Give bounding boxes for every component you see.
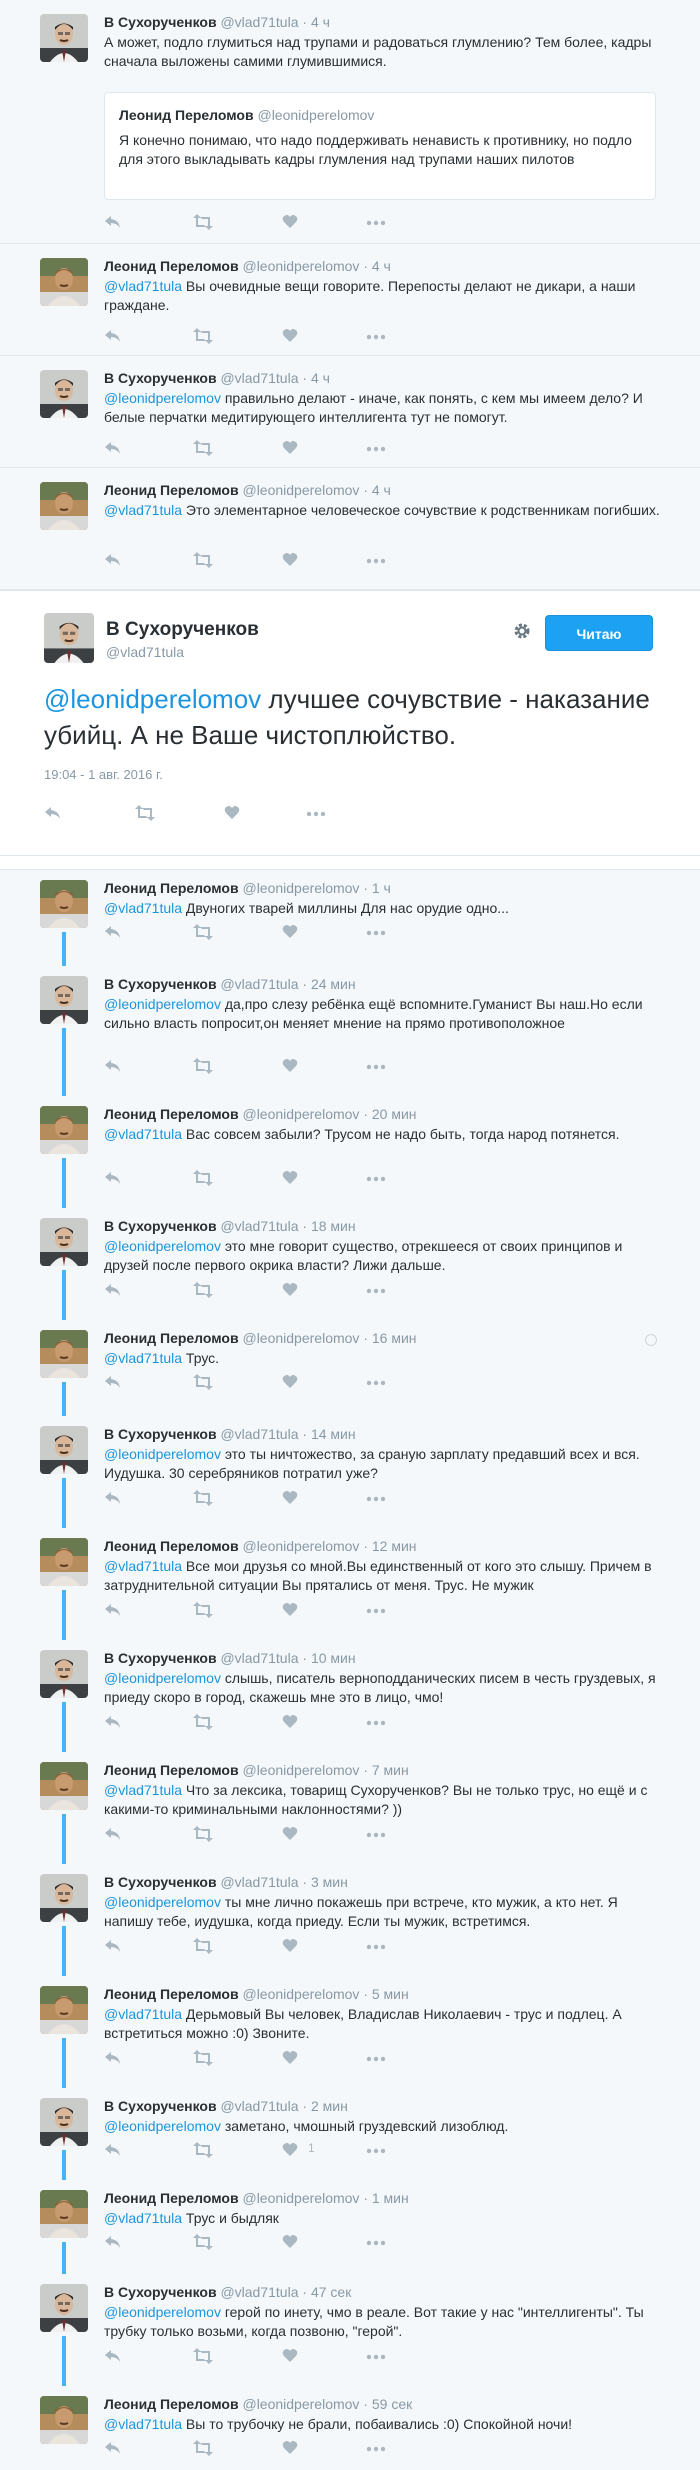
tweet-time[interactable]: · 1 мин — [363, 2190, 409, 2206]
heart-icon[interactable] — [282, 328, 298, 348]
tweet-header — [104, 14, 330, 30]
heart-icon[interactable] — [282, 1058, 298, 1078]
heart-icon[interactable] — [282, 1938, 298, 1958]
author-name[interactable]: В Сухорученков — [104, 370, 217, 386]
tweet-actions — [104, 2140, 444, 2160]
avatar[interactable] — [40, 2284, 88, 2332]
author-handle[interactable]: @vlad71tula — [220, 2098, 299, 2114]
tweet-header — [104, 1426, 356, 1442]
quote-text: Я конечно понимаю, что надо поддерживать ненависть к противнику, но подло для этого выкладывать кадры глумления над трупами наших пилотов — [119, 132, 632, 167]
author-name[interactable]: В Сухорученков — [104, 2098, 217, 2114]
tweet-actions — [104, 1936, 444, 1956]
mention-link[interactable]: @leonidperelomov — [104, 390, 221, 406]
tweet[interactable] — [0, 1416, 700, 1528]
heart-icon[interactable] — [224, 805, 240, 825]
heart-icon[interactable] — [282, 2348, 298, 2368]
gear-icon[interactable] — [512, 621, 532, 646]
tweet-body: Вы очевидные вещи говорите. Перепосты делают не дикари, а наши граждане. — [104, 278, 636, 313]
more-icon[interactable] — [366, 1608, 386, 1628]
mention-link[interactable]: @leonidperelomov — [104, 1894, 221, 1910]
avatar[interactable] — [40, 2190, 88, 2238]
tweet-body: Это элементарное человеческое сочувствие к родственникам погибших. — [182, 502, 660, 518]
heart-icon[interactable] — [282, 2440, 298, 2460]
dismiss-icon[interactable] — [645, 1334, 657, 1346]
author-handle[interactable]: @leonidperelomov — [242, 482, 360, 498]
tweet-header — [104, 1538, 417, 1554]
tweet[interactable] — [0, 468, 700, 590]
tweet-actions — [104, 438, 444, 458]
tweet-time[interactable]: · 16 мин — [363, 1330, 417, 1346]
retweet-icon[interactable] — [192, 2050, 214, 2070]
reply-icon[interactable] — [104, 552, 122, 572]
author-handle[interactable]: @leonidperelomov — [242, 258, 360, 274]
more-icon[interactable] — [366, 1380, 386, 1400]
author-name[interactable]: В Сухорученков — [104, 14, 217, 30]
reply-icon[interactable] — [104, 924, 122, 944]
tweet-text — [104, 2005, 664, 2043]
retweet-icon[interactable] — [192, 214, 214, 234]
mention-link[interactable]: @leonidperelomov — [104, 996, 221, 1012]
tweet[interactable] — [0, 244, 700, 356]
mention-link[interactable]: @vlad71tula — [104, 2210, 183, 2226]
more-icon[interactable] — [366, 1064, 386, 1084]
reply-icon[interactable] — [44, 805, 62, 825]
heart-icon[interactable] — [282, 1714, 298, 1734]
tweet-text — [104, 1237, 664, 1275]
tweet-time[interactable]: · 4 ч — [302, 370, 330, 386]
tweet[interactable] — [0, 1320, 700, 1416]
reply-icon[interactable] — [104, 1374, 122, 1394]
mention-link[interactable]: @leonidperelomov — [104, 2118, 221, 2134]
mention-link[interactable]: @vlad71tula — [104, 278, 183, 294]
retweet-icon[interactable] — [192, 1058, 214, 1078]
tweet-header — [104, 2284, 351, 2300]
retweet-icon[interactable] — [192, 1374, 214, 1394]
author-name[interactable]: Леонид Переломов — [104, 2190, 239, 2206]
tweet-time[interactable]: · 5 мин — [363, 1986, 409, 2002]
mention-link[interactable]: @leonidperelomov — [44, 684, 262, 714]
author-name[interactable]: Леонид Переломов — [104, 482, 239, 498]
heart-icon[interactable] — [282, 2050, 298, 2070]
tweet-time[interactable]: · 18 мин — [302, 1218, 356, 1234]
author-name[interactable]: Леонид Переломов — [104, 880, 239, 896]
more-icon[interactable] — [366, 558, 386, 578]
mention-link[interactable]: @vlad71tula — [104, 1126, 183, 1142]
avatar[interactable] — [40, 1762, 88, 1810]
heart-icon[interactable] — [282, 1282, 298, 1302]
tweet-actions — [104, 1488, 444, 1508]
author-name[interactable]: Леонид Переломов — [104, 1330, 239, 1346]
retweet-icon[interactable] — [134, 805, 156, 825]
avatar[interactable] — [40, 258, 88, 306]
tweet-body: слышь, писатель верноподданических писем в честь груздевых, я приеду скоро в город, скажешь мне это в лицо, чмо! — [104, 1670, 656, 1705]
tweet-body: Все мои друзья со мной.Вы единственный от кого это слышу. Причем в затруднительной ситуации Вы прятались от меня. Трус. Не мужик — [104, 1558, 652, 1593]
tweet[interactable] — [0, 966, 700, 1096]
tweet-time[interactable]: · 4 ч — [302, 14, 330, 30]
tweet-actions — [104, 2048, 444, 2068]
retweet-icon[interactable] — [192, 2348, 214, 2368]
tweet-header — [104, 1218, 356, 1234]
focused-tweet — [0, 590, 700, 856]
tweet[interactable] — [0, 2386, 700, 2470]
author-handle[interactable]: @vlad71tula — [220, 1426, 299, 1442]
author-handle[interactable]: @vlad71tula — [220, 1874, 299, 1890]
retweet-icon[interactable] — [192, 1938, 214, 1958]
heart-icon[interactable] — [282, 1826, 298, 1846]
author-name[interactable]: В Сухорученков — [104, 1426, 217, 1442]
tweet-text — [104, 501, 664, 520]
avatar[interactable] — [44, 613, 94, 663]
reply-icon[interactable] — [104, 1282, 122, 1302]
quote-author-handle: @leonidperelomov — [257, 107, 375, 123]
mention-link[interactable]: @vlad71tula — [104, 502, 183, 518]
tweet-text — [104, 1125, 664, 1144]
tweet-body: Что за лексика, товарищ Сухорученков? Вы не только трус, но ещё и с какими-то криминальными наклонностями? )) — [104, 1782, 648, 1817]
more-icon[interactable] — [366, 1288, 386, 1308]
tweet-header — [104, 2396, 412, 2412]
heart-icon[interactable] — [282, 924, 298, 944]
tweet[interactable] — [0, 1208, 700, 1320]
avatar[interactable] — [40, 1330, 88, 1378]
author-name[interactable]: В Сухорученков — [104, 1874, 217, 1890]
tweet-text — [104, 1669, 664, 1707]
tweet-body: Вы то трубочку не брали, побаивались :0) Спокойной ночи! — [182, 2416, 573, 2432]
tweet-header — [104, 370, 330, 386]
more-icon[interactable] — [366, 1944, 386, 1964]
avatar[interactable] — [40, 1218, 88, 1266]
more-icon[interactable] — [366, 2446, 386, 2466]
author-name[interactable]: В Сухорученков — [104, 2284, 217, 2300]
author-handle[interactable]: @leonidperelomov — [242, 1330, 360, 1346]
tweet-body: это мне говорит существо, отрекшееся от своих принципов и друзей после первого окрика власти? Лижи дальше. — [104, 1238, 623, 1273]
reply-icon[interactable] — [104, 1170, 122, 1190]
author-handle[interactable]: @leonidperelomov — [242, 1986, 360, 2002]
tweet-actions — [104, 1712, 444, 1732]
author-handle[interactable]: @vlad71tula — [220, 2284, 299, 2300]
tweet-time[interactable]: · 20 мин — [363, 1106, 417, 1122]
more-icon[interactable] — [366, 1720, 386, 1740]
heart-icon[interactable] — [282, 552, 298, 572]
retweet-icon[interactable] — [192, 2142, 214, 2162]
like-count: 1 — [308, 2141, 315, 2155]
tweet-text — [104, 1445, 664, 1483]
tweet-text — [104, 1893, 664, 1931]
tweet-body: заметано, чмошный груздевский лизоблюд. — [220, 2118, 509, 2134]
tweet-actions — [44, 803, 344, 827]
retweet-icon[interactable] — [192, 440, 214, 460]
author-handle[interactable]: @leonidperelomov — [242, 2190, 360, 2206]
reply-icon[interactable] — [104, 214, 122, 234]
tweet[interactable] — [0, 356, 700, 468]
tweet-actions — [104, 1056, 444, 1076]
more-icon[interactable] — [366, 1496, 386, 1516]
more-icon[interactable] — [366, 1832, 386, 1852]
tweet-actions — [104, 1372, 444, 1392]
avatar[interactable] — [40, 1986, 88, 2034]
mention-link[interactable]: @leonidperelomov — [104, 1446, 221, 1462]
heart-icon[interactable] — [282, 214, 298, 234]
mention-link[interactable]: @vlad71tula — [104, 1782, 183, 1798]
tweet-header — [104, 880, 391, 896]
tweet-actions — [104, 2346, 444, 2366]
tweet-actions — [104, 922, 444, 942]
heart-icon[interactable] — [282, 1602, 298, 1622]
tweet-body: герой по инету, чмо в реале. Вот такие у нас "интеллигенты". Ты трубку только возьми, когда позвоню, "герой". — [104, 2304, 644, 2339]
author-name[interactable]: В Сухорученков — [106, 619, 259, 640]
tweet-actions — [104, 1600, 444, 1620]
author-name[interactable]: В Сухорученков — [104, 976, 217, 992]
tweet-actions — [104, 1280, 444, 1300]
more-icon[interactable] — [366, 334, 386, 354]
mention-link[interactable]: @vlad71tula — [104, 1558, 183, 1574]
author-handle[interactable]: @leonidperelomov — [242, 1762, 360, 1778]
more-icon[interactable] — [366, 2148, 386, 2168]
avatar[interactable] — [40, 14, 88, 62]
tweet-actions — [104, 2438, 444, 2458]
tweet-body: Трус и быдляк — [182, 2210, 279, 2226]
author-handle[interactable]: @vlad71tula — [220, 14, 299, 30]
tweet-text — [104, 277, 664, 315]
reply-icon[interactable] — [104, 1714, 122, 1734]
tweet-actions — [104, 212, 444, 232]
reply-icon[interactable] — [104, 1490, 122, 1510]
avatar[interactable] — [40, 1538, 88, 1586]
reply-icon[interactable] — [104, 2050, 122, 2070]
mention-link[interactable]: @leonidperelomov — [104, 1670, 221, 1686]
tweet-time[interactable]: · 7 мин — [363, 1762, 409, 1778]
author-handle[interactable]: @vlad71tula — [220, 1650, 299, 1666]
author-handle[interactable]: @vlad71tula — [220, 370, 299, 386]
tweet-time[interactable]: · 10 мин — [302, 1650, 356, 1666]
quoted-tweet[interactable] — [104, 92, 656, 200]
tweet-time[interactable]: · 3 мин — [302, 1874, 348, 1890]
more-icon[interactable] — [366, 2240, 386, 2260]
tweet-actions — [104, 2232, 444, 2252]
tweet-actions — [104, 1168, 444, 1188]
tweet-header — [104, 2098, 348, 2114]
reply-icon[interactable] — [104, 440, 122, 460]
tweet-body: Дерьмовый Вы человек, Владислав Николаевич - трус и подлец. А встретиться можно :0) Звоните. — [104, 2006, 622, 2041]
tweet-body: А может, подло глумиться над трупами и радоваться глумлению? Тем более, кадры сначала выложены самими глумившимися. — [104, 34, 652, 69]
reply-icon[interactable] — [104, 2348, 122, 2368]
tweet-time[interactable]: · 1 ч — [363, 880, 391, 896]
mention-link[interactable]: @vlad71tula — [104, 2416, 183, 2432]
more-icon[interactable] — [366, 2354, 386, 2374]
heart-icon[interactable] — [282, 1374, 298, 1394]
tweet[interactable] — [0, 1752, 700, 1864]
more-icon[interactable] — [306, 811, 326, 831]
tweet[interactable] — [0, 1096, 700, 1208]
avatar[interactable] — [40, 880, 88, 928]
tweet-header — [104, 976, 356, 992]
tweet[interactable] — [0, 2180, 700, 2274]
more-icon[interactable] — [366, 2056, 386, 2076]
tweet-header — [104, 258, 391, 274]
tweet[interactable] — [0, 1640, 700, 1752]
tweet-time[interactable]: · 4 ч — [363, 258, 391, 274]
retweet-icon[interactable] — [192, 1170, 214, 1190]
author-name[interactable]: Леонид Переломов — [104, 258, 239, 274]
author-handle[interactable]: @leonidperelomov — [242, 1106, 360, 1122]
tweet-time[interactable]: · 47 сек — [302, 2284, 352, 2300]
section-divider — [0, 856, 700, 870]
tweet-body: лучшее сочувствие - наказание убийц. А не Ваше чистоплюйство. — [44, 684, 650, 750]
tweet-time[interactable]: · 2 мин — [302, 2098, 348, 2114]
reply-icon[interactable] — [104, 1938, 122, 1958]
mention-link[interactable]: @leonidperelomov — [104, 1238, 221, 1254]
author-handle[interactable]: @leonidperelomov — [242, 2396, 360, 2412]
avatar[interactable] — [40, 1426, 88, 1474]
retweet-icon[interactable] — [192, 924, 214, 944]
avatar[interactable] — [40, 482, 88, 530]
more-icon[interactable] — [366, 1176, 386, 1196]
tweet-text — [104, 33, 664, 71]
retweet-icon[interactable] — [192, 1602, 214, 1622]
reply-icon[interactable] — [104, 2142, 122, 2162]
tweet-time[interactable]: · 14 мин — [302, 1426, 356, 1442]
tweet-text — [104, 1781, 664, 1819]
tweet[interactable] — [0, 1976, 700, 2088]
reply-icon[interactable] — [104, 1826, 122, 1846]
reply-icon[interactable] — [104, 1058, 122, 1078]
tweet-actions — [104, 326, 444, 346]
avatar[interactable] — [40, 1106, 88, 1154]
tweet[interactable] — [0, 1864, 700, 1976]
tweet[interactable] — [0, 2088, 700, 2180]
heart-icon[interactable] — [282, 1490, 298, 1510]
reply-icon[interactable] — [104, 2440, 122, 2460]
quote-header — [119, 107, 374, 123]
heart-icon[interactable] — [282, 1170, 298, 1190]
author-handle[interactable]: @vlad71tula — [106, 644, 185, 660]
author-handle[interactable]: @leonidperelomov — [242, 880, 360, 896]
more-icon[interactable] — [366, 930, 386, 950]
tweet-body: правильно делают - иначе, как понять, с кем мы имеем дело? И белые перчатки медитирующего интеллигента тут не помогут. — [104, 390, 643, 425]
tweet-time[interactable]: · 24 мин — [302, 976, 356, 992]
author-handle[interactable]: @vlad71tula — [220, 1218, 299, 1234]
author-name[interactable]: Леонид Переломов — [104, 1986, 239, 2002]
author-name[interactable]: В Сухорученков — [104, 1650, 217, 1666]
tweet[interactable] — [0, 870, 700, 966]
tweet-body: ты мне лично покажешь при встрече, кто мужик, а кто нет. Я напишу тебе, иудушка, когда приеду. Если ты мужик, встретимся. — [104, 1894, 618, 1929]
tweet-text — [104, 389, 664, 427]
author-name[interactable]: Леонид Переломов — [104, 1538, 239, 1554]
retweet-icon[interactable] — [192, 2440, 214, 2460]
mention-link[interactable]: @vlad71tula — [104, 900, 183, 916]
reply-icon[interactable] — [104, 328, 122, 348]
tweet-text — [104, 1557, 664, 1595]
heart-icon[interactable] — [282, 440, 298, 460]
tweet-body: Вас совсем забыли? Трусом не надо быть, тогда народ потянется. — [182, 1126, 620, 1142]
author-name[interactable]: Леонид Переломов — [104, 1762, 239, 1778]
retweet-icon[interactable] — [192, 328, 214, 348]
author-name[interactable]: Леонид Переломов — [104, 2396, 239, 2412]
follow-button[interactable]: Читаю — [545, 615, 653, 651]
retweet-icon[interactable] — [192, 2234, 214, 2254]
tweet-header — [104, 1650, 356, 1666]
reply-icon[interactable] — [104, 1602, 122, 1622]
reply-icon[interactable] — [104, 2234, 122, 2254]
avatar[interactable] — [40, 1650, 88, 1698]
tweet-timestamp[interactable]: 19:04 - 1 авг. 2016 г. — [44, 767, 163, 782]
avatar[interactable] — [40, 2098, 88, 2146]
tweet-text — [104, 899, 664, 918]
tweet-header — [104, 1874, 348, 1890]
author-handle[interactable]: @vlad71tula — [220, 976, 299, 992]
tweet-time[interactable]: · 59 сек — [363, 2396, 413, 2412]
tweet[interactable] — [0, 1528, 700, 1640]
tweet-header — [104, 1106, 417, 1122]
tweet-text — [104, 1349, 664, 1368]
tweet[interactable] — [0, 2274, 700, 2386]
tweet-header — [104, 1986, 409, 2002]
avatar[interactable] — [40, 1874, 88, 1922]
mention-link[interactable]: @leonidperelomov — [104, 2304, 221, 2320]
tweet-text — [104, 995, 664, 1033]
thread-connector — [62, 1028, 66, 1106]
tweet-text — [104, 2209, 664, 2228]
tweet-actions — [104, 550, 444, 570]
tweet-header — [104, 1330, 417, 1346]
retweet-icon[interactable] — [192, 1714, 214, 1734]
tweet-time[interactable]: · 4 ч — [363, 482, 391, 498]
tweet-actions — [104, 1824, 444, 1844]
retweet-icon[interactable] — [192, 552, 214, 572]
tweet-time[interactable]: · 12 мин — [363, 1538, 417, 1554]
tweet-body: Трус. — [182, 1350, 220, 1366]
tweet-text — [44, 681, 664, 753]
author-name[interactable]: Леонид Переломов — [104, 1106, 239, 1122]
heart-icon[interactable] — [282, 2142, 298, 2162]
tweet-text — [104, 2303, 664, 2341]
tweet-body: это ты ничтожество, за сраную зарплату предавший всех и вся. Иудушка. 30 серебряников потратил уже? — [104, 1446, 640, 1481]
avatar[interactable] — [40, 370, 88, 418]
tweet-header — [104, 482, 391, 498]
mention-link[interactable]: @vlad71tula — [104, 1350, 183, 1366]
heart-icon[interactable] — [282, 2234, 298, 2254]
tweet-header — [104, 1762, 409, 1778]
tweet-text — [104, 2415, 664, 2434]
retweet-icon[interactable] — [192, 1282, 214, 1302]
more-icon[interactable] — [366, 446, 386, 466]
tweet-body: да,про слезу ребёнка ещё вспомните.Гуманист Вы наш.Но если сильно власть попросит,он меняет мнение на прямо противоположное — [104, 996, 643, 1031]
retweet-icon[interactable] — [192, 1490, 214, 1510]
more-icon[interactable] — [366, 220, 386, 240]
avatar[interactable] — [40, 976, 88, 1024]
tweet[interactable] — [0, 0, 700, 244]
author-name[interactable]: В Сухорученков — [104, 1218, 217, 1234]
mention-link[interactable]: @vlad71tula — [104, 2006, 183, 2022]
tweet-header — [104, 2190, 409, 2206]
retweet-icon[interactable] — [192, 1826, 214, 1846]
author-handle[interactable]: @leonidperelomov — [242, 1538, 360, 1554]
tweet-body: Двуногих тварей миллины Для нас орудие одно... — [182, 900, 509, 916]
quote-author-name: Леонид Переломов — [119, 107, 254, 123]
tweet-text — [104, 2117, 664, 2136]
avatar[interactable] — [40, 2396, 88, 2444]
